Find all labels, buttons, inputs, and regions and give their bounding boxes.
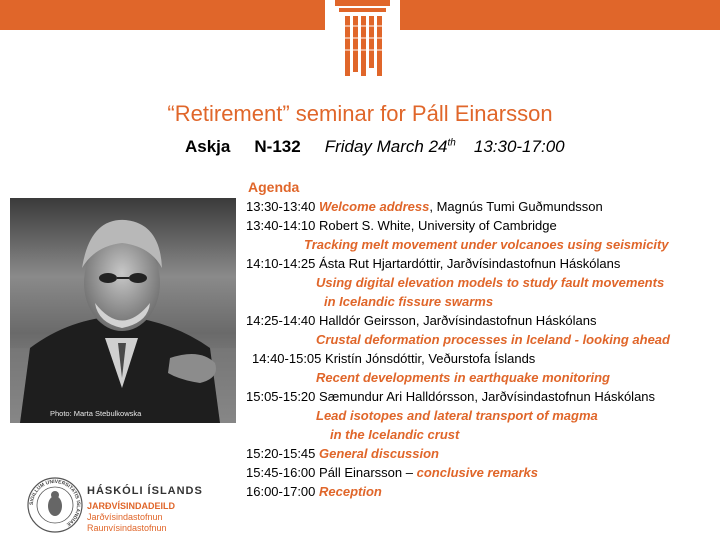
date-label — [325, 137, 456, 156]
agenda-title: conclusive remarks — [416, 465, 539, 480]
university-columns-logo-icon — [325, 0, 400, 80]
agenda-item — [246, 216, 716, 235]
institute-name: Raunvísindastofnun — [87, 523, 167, 533]
department-block — [87, 501, 175, 534]
agenda-time: 13:40-14:10 — [246, 218, 316, 233]
date-main: Friday March 24 — [324, 137, 448, 156]
portrait-photo — [10, 198, 236, 423]
agenda-speaker: Ásta Rut Hjartardóttir, Jarðvísindastofnun Háskólans — [319, 256, 621, 271]
agenda-item — [246, 482, 716, 501]
agenda-speaker: Robert S. White, University of Cambridge — [319, 218, 557, 233]
venue-label: Askja — [185, 137, 231, 156]
agenda-item — [246, 387, 716, 406]
agenda-time: 16:00-17:00 — [246, 484, 316, 499]
talk-title: Tracking melt movement under volcanoes using seismicity — [304, 237, 669, 252]
date-suffix: th — [447, 137, 456, 149]
photo-caption: Photo: Marta Stebulkowska — [50, 409, 142, 418]
agenda-speaker: , Magnús Tumi Guðmundsson — [429, 199, 603, 214]
agenda-time: 14:10-14:25 — [246, 256, 316, 271]
agenda-time: 14:40-15:05 — [252, 351, 322, 366]
agenda-speaker: Sæmundur Ari Halldórsson, Jarðvísindastofnun Háskólans — [319, 389, 656, 404]
agenda-speaker: Páll Einarsson – — [319, 465, 413, 480]
talk-title: Using digital elevation models to study fault movements — [316, 275, 665, 290]
agenda-title: General discussion — [319, 446, 439, 461]
room-label: N-132 — [254, 137, 301, 156]
agenda-time: 15:05-15:20 — [246, 389, 316, 404]
agenda-item — [246, 444, 716, 463]
agenda-speaker: Halldór Geirsson, Jarðvísindastofnun Háskólans — [319, 313, 597, 328]
agenda-title: Welcome address — [319, 199, 430, 214]
talk-title-cont: in the Icelandic crust — [330, 427, 460, 442]
institute-name: Jarðvísindastofnun — [87, 512, 163, 522]
agenda-time: 15:45-16:00 — [246, 465, 316, 480]
talk-title: Recent developments in earthquake monitoring — [316, 370, 610, 385]
department-name: JARÐVÍSINDADEILD — [87, 501, 176, 511]
event-details — [185, 137, 565, 157]
university-seal-icon — [25, 476, 85, 534]
svg-text:SIGILLUM UNIVERSITATIS ISLANDI: SIGILLUM UNIVERSITATIS ISLANDIAE — [28, 478, 82, 528]
agenda-item — [246, 197, 716, 216]
agenda-item — [246, 254, 716, 273]
agenda-time: 14:25-14:40 — [246, 313, 316, 328]
talk-title-cont: in Icelandic fissure swarms — [324, 294, 494, 309]
agenda-item — [246, 311, 716, 330]
agenda-heading: Agenda — [248, 179, 300, 195]
seminar-title: “Retirement” seminar for Páll Einarsson — [167, 101, 553, 126]
agenda-item — [246, 463, 716, 482]
talk-title: Crustal deformation processes in Iceland - looking ahead — [316, 332, 670, 347]
time-label: 13:30-17:00 — [473, 137, 565, 156]
agenda-time: 13:30-13:40 — [246, 199, 316, 214]
talk-title: Lead isotopes and lateral transport of magma — [316, 408, 598, 423]
agenda-title: Reception — [319, 484, 382, 499]
university-name: HÁSKÓLI ÍSLANDS — [87, 485, 203, 497]
agenda-speaker: Kristín Jónsdóttir, Veðurstofa Íslands — [325, 351, 536, 366]
agenda — [246, 178, 716, 501]
agenda-time: 15:20-15:45 — [246, 446, 316, 461]
agenda-item — [246, 349, 716, 368]
